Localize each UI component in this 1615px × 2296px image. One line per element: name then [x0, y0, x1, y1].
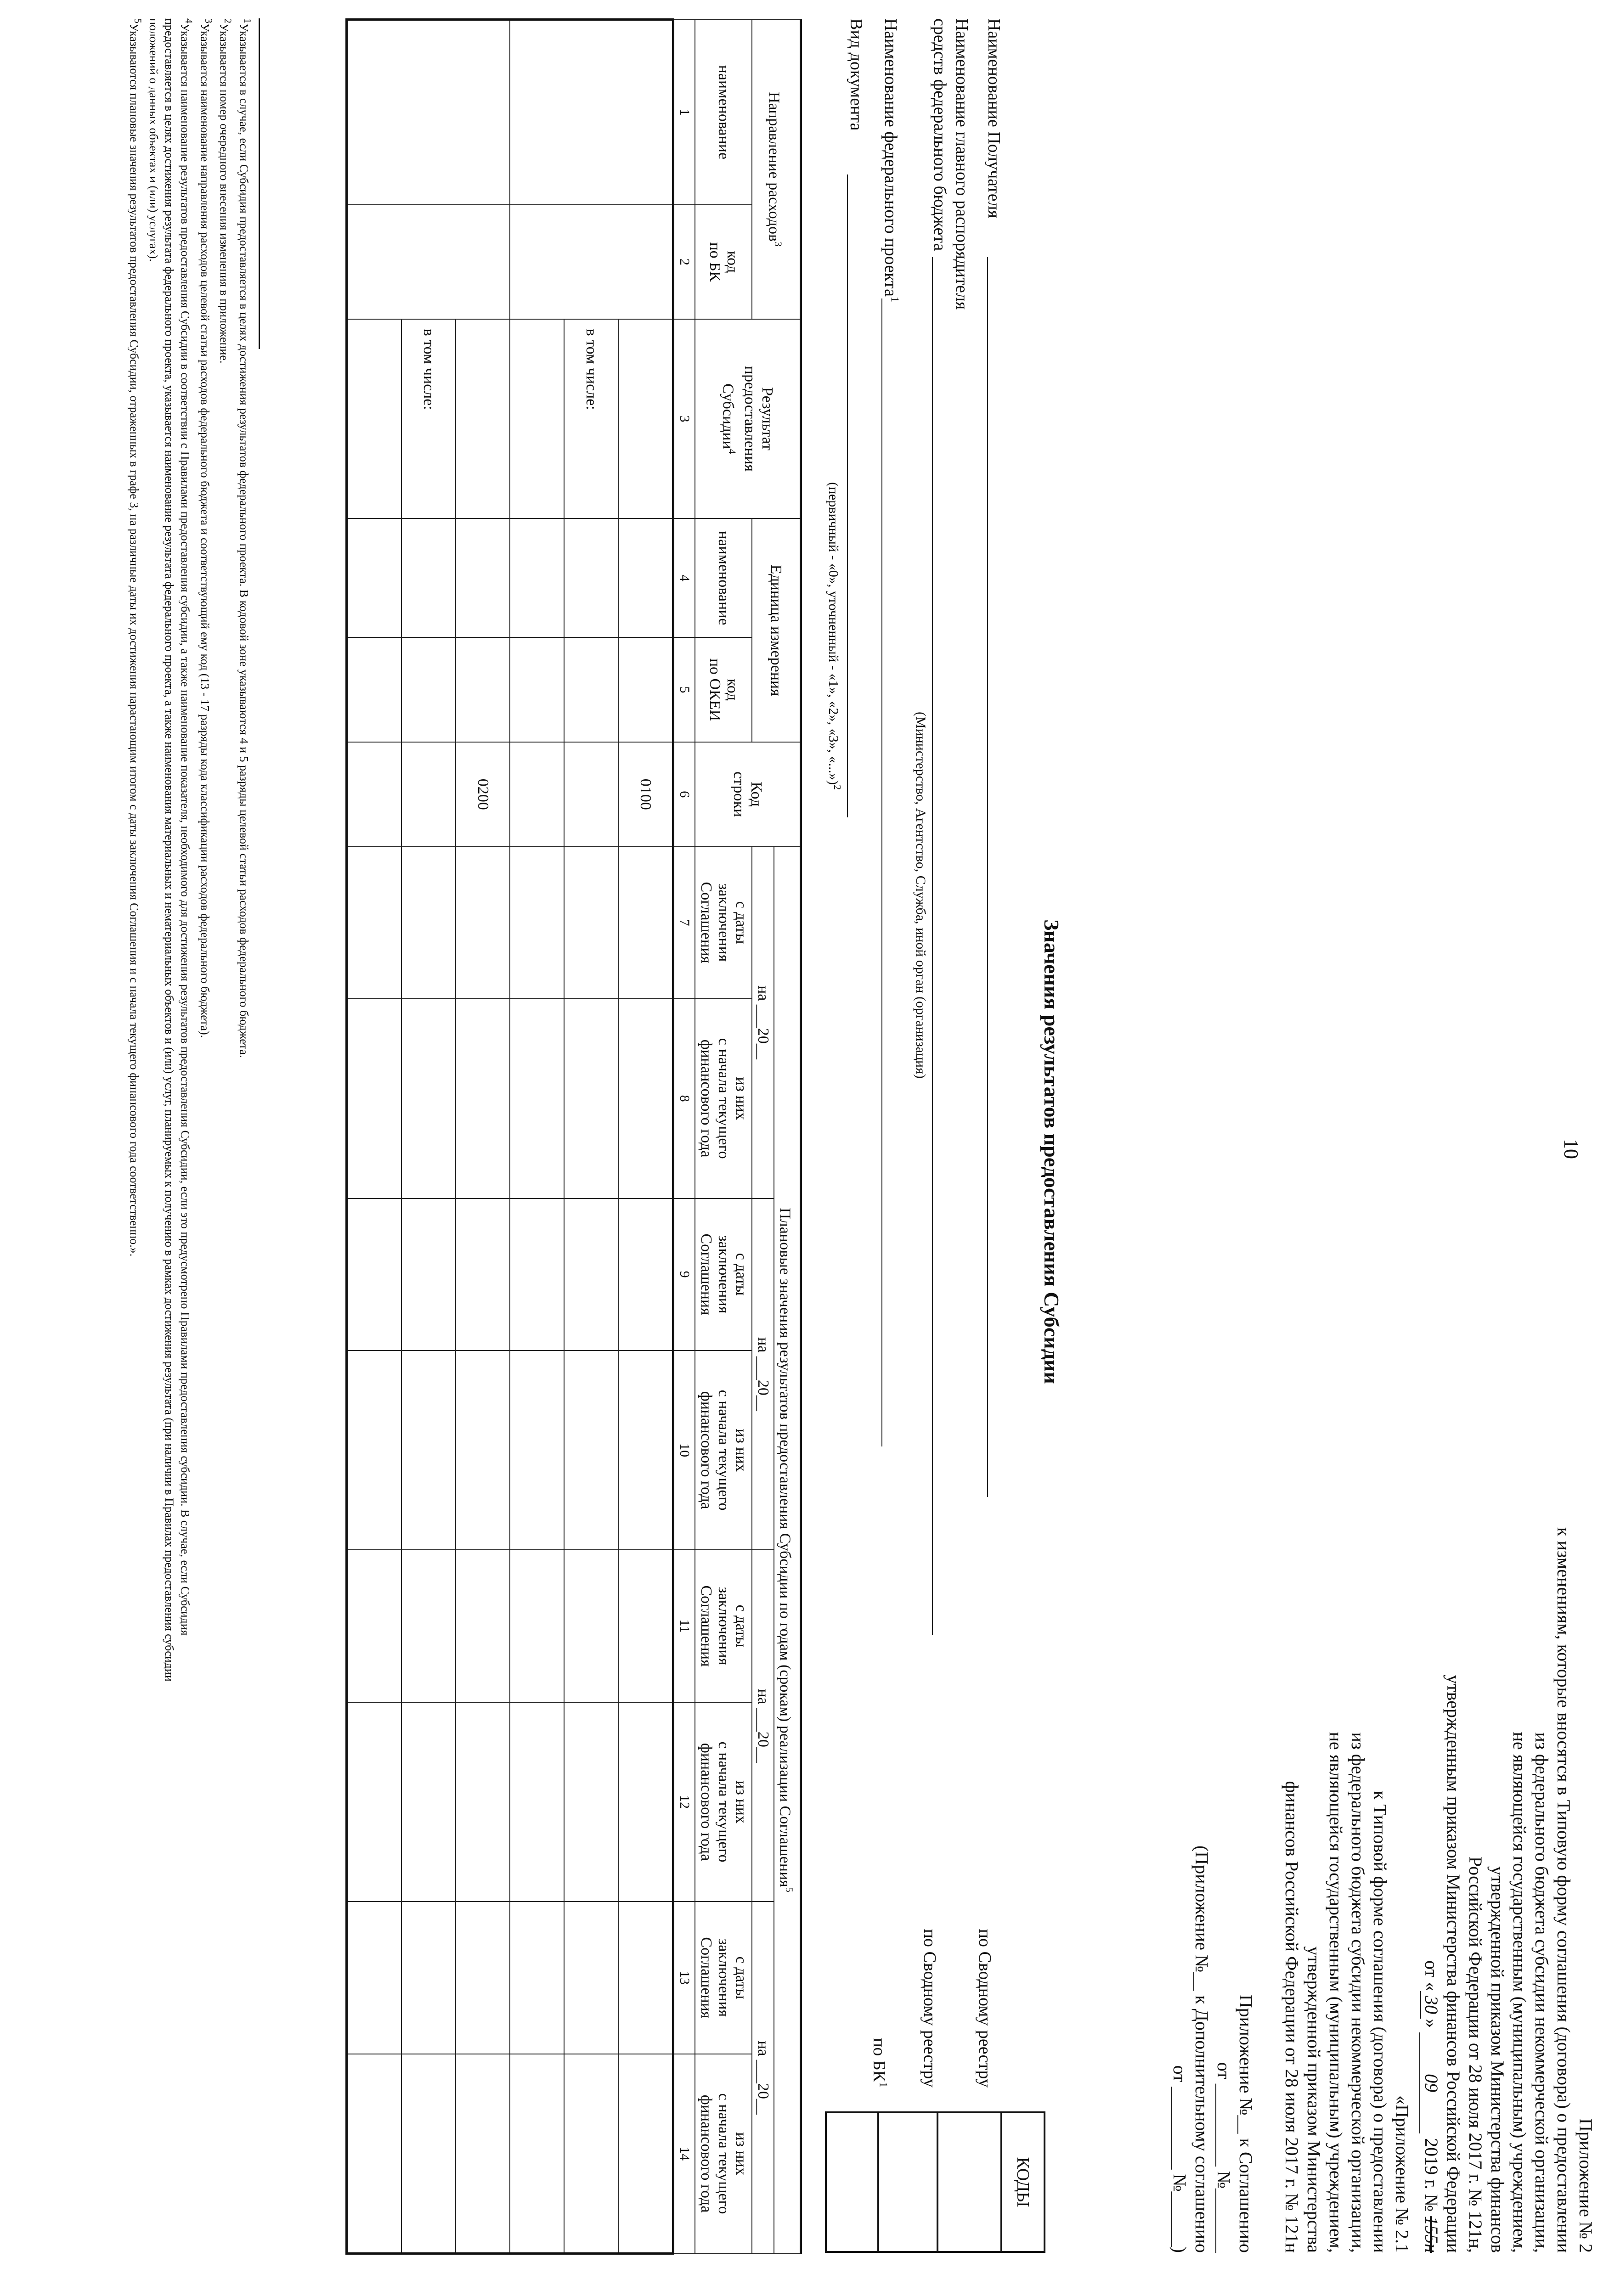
cell-okei[interactable] [564, 637, 618, 742]
col-number: 11 [673, 1550, 695, 1702]
annex-block [1281, 1380, 1413, 2253]
th-row-code: Код строки [695, 742, 801, 847]
cell-value[interactable] [618, 999, 673, 1199]
col-number: 14 [673, 2054, 695, 2254]
footnotes [126, 18, 255, 2268]
page-title: Значения результатов предоставления Субсидии [1040, 919, 1063, 1384]
code-cell-registry-2 [878, 2112, 937, 2252]
cell-value[interactable] [618, 1902, 673, 2054]
cell-value[interactable] [456, 1902, 510, 2054]
col-number: 10 [673, 1351, 695, 1550]
cell-value[interactable] [401, 1199, 456, 1351]
th-from-year: из них с начала текущего финансового года [695, 1351, 752, 1550]
col-number: 13 [673, 1902, 695, 2054]
project-field[interactable] [881, 298, 901, 1446]
header-line: к изменениям, которые вносятся в Типовую форму соглашения (договора) о предоставлении [1553, 1527, 1574, 2253]
footnote-continuation: предоставляется в целях достижения результата федерального проекта, указывается наименование результата федерального проекта, а также наименования материальных и нематериальных объектов и (или) услуг, планируемых к получению в рамках достижения результата (при наличии в Правилах предоставления субсидии [163, 18, 176, 1682]
col-number: 9 [673, 1199, 695, 1351]
header-block [1419, 1380, 1597, 2253]
table-row [510, 20, 564, 2254]
doc-type-field[interactable] [847, 174, 866, 817]
cell-value[interactable] [456, 1199, 510, 1351]
cell-okei[interactable] [401, 637, 456, 742]
cell-value[interactable] [510, 1199, 564, 1351]
cell-result[interactable] [346, 319, 401, 519]
col-number: 3 [673, 319, 695, 519]
cell-value[interactable] [346, 2054, 401, 2254]
table-row [401, 20, 456, 2254]
cell-row-code[interactable] [510, 742, 564, 847]
code-cell-bk [826, 2112, 878, 2252]
cell-value[interactable] [346, 1199, 401, 1351]
cell-value[interactable] [564, 1199, 618, 1351]
cell-value[interactable] [346, 1902, 401, 2054]
gr-field[interactable] [932, 257, 951, 1635]
th-bk-code: код по БК [695, 205, 752, 319]
annex-line: финансов Российской Федерации от 28 июля 2017 г. № 121н [1282, 1781, 1302, 2253]
cell-direction-name[interactable] [510, 20, 673, 205]
code-cell-registry-1 [937, 2112, 1001, 2252]
cell-value[interactable] [510, 1550, 564, 1702]
col-number: 8 [673, 999, 695, 1199]
cell-direction-name[interactable] [346, 20, 510, 205]
cell-value[interactable] [401, 1702, 456, 1902]
cell-bk-code[interactable] [510, 205, 673, 319]
registry-label-2: по Сводному реестру [920, 1929, 939, 2088]
th-result: Результат предоставления Субсидии$^4$ [695, 319, 801, 519]
th-from-date: с даты заключения Соглашения [695, 1902, 752, 2054]
col-number: 7 [673, 847, 695, 999]
page-number: 10 [1560, 1139, 1582, 1159]
th-okei: код по ОКЕИ [695, 637, 752, 742]
header-line: утвержденной приказом Министерства финансов [1487, 1866, 1508, 2253]
th-from-date: с даты заключения Соглашения [695, 1550, 752, 1702]
cell-value[interactable] [564, 1702, 618, 1902]
cell-result[interactable] [456, 319, 510, 519]
gr-hint: (Министерство, Агентство, Служба, иной орган (организация) [913, 712, 928, 1079]
table-row [346, 20, 401, 2254]
cell-value[interactable] [401, 847, 456, 999]
cell-value[interactable] [346, 1351, 401, 1550]
gr-label-1: Наименование главного распорядителя [952, 18, 971, 310]
cell-value[interactable] [456, 1351, 510, 1550]
cell-value[interactable] [510, 2054, 564, 2254]
cell-value[interactable] [564, 1550, 618, 1702]
header-line: не являющейся государственным (муниципальным) учреждением, [1509, 1732, 1530, 2253]
cell-value[interactable] [401, 999, 456, 1199]
cell-value[interactable] [618, 1199, 673, 1351]
agreement-line: (Приложение №__ к Дополнительному соглашению [1191, 1845, 1212, 2253]
cell-unit[interactable] [618, 518, 673, 637]
cell-value[interactable] [618, 1351, 673, 1550]
cell-okei[interactable] [510, 637, 564, 742]
agreement-line: Приложение №__ к Соглашению [1236, 1994, 1256, 2253]
header-date-line: от «30» 09 2019 г. № 155н [1419, 1380, 1442, 2253]
cell-value[interactable] [510, 847, 564, 999]
cell-value[interactable] [618, 2054, 673, 2254]
cell-in-that-number: в том числе: [401, 319, 456, 519]
cell-value[interactable] [456, 847, 510, 999]
footnote: $^3$Указывается наименование направления расходов целевой статьи расходов федерального бюджета и соответствующий ему код (13 - 17 разряды кода классификации расходов федерального бюджета). [198, 18, 214, 1038]
cell-value[interactable] [401, 1550, 456, 1702]
th-direction: Направление расходов$^3$ [752, 20, 801, 319]
footnote-continuation: положений о данных объектах и (или) услугах). [147, 18, 161, 262]
bk-label: по $БК^1$ [870, 2037, 889, 2088]
table-row [618, 20, 673, 2254]
header-line: Приложение № 2 [1575, 2118, 1596, 2253]
cell-unit[interactable] [401, 518, 456, 637]
cell-value[interactable] [510, 1902, 564, 2054]
footnote: $^5$Указываются плановые значения результатов предоставления Субсидии, отраженных в графе 3, на различные даты их достижения нарастающим итогом с даты заключения Соглашения и с начала текущего финансового года соответственно.». [127, 18, 144, 1257]
th-from-date: с даты заключения Соглашения [695, 847, 752, 999]
footnote: $^1$Указывается в случае, если Субсидия предоставляется в целях достижения результатов федерального проекта. В кодовой зоне указываются 4 и 5 разряды целевой статьи расходов федерального бюджета. [237, 18, 253, 1058]
col-number: 1 [673, 20, 695, 205]
cell-value[interactable] [618, 1550, 673, 1702]
cell-value[interactable] [456, 1550, 510, 1702]
th-from-year: из них с начала текущего финансового года [695, 2054, 752, 2254]
cell-value[interactable] [564, 2054, 618, 2254]
agreement-line: от _________ №_______ [1214, 2062, 1234, 2253]
annex-line: утвержденной приказом Министерства [1304, 1946, 1324, 2253]
cell-unit[interactable] [510, 518, 564, 637]
annex-line: к Типовой форме соглашения (договора) о предоставлении [1370, 1790, 1390, 2253]
cell-unit[interactable] [564, 518, 618, 637]
th-year: на ___20__ [752, 1199, 774, 1550]
results-table [345, 18, 802, 2255]
cell-okei[interactable] [346, 637, 401, 742]
cell-value[interactable] [401, 2054, 456, 2254]
cell-value[interactable] [564, 1351, 618, 1550]
registry-label-1: по Сводному реестру [975, 1929, 994, 2088]
th-year: на ___20__ [752, 847, 774, 1199]
cell-value[interactable] [456, 2054, 510, 2254]
table-row [564, 20, 618, 2254]
recipient-field[interactable] [987, 257, 1006, 1497]
agreement-block [1169, 1380, 1257, 2253]
footnote: $^4$Указывается наименование результатов предоставления Субсидии в соответствии с Правилами предоставления субсидии, а также наименование показателя, необходимого для достижения результатов предоставления Субсидии, если это предусмотрено Правилами предоставления субсидии. В случае, если Субсидия [178, 18, 195, 1636]
th-from-year: из них с начала текущего финансового года [695, 999, 752, 1199]
cell-row-code: 0100 [618, 742, 673, 847]
annex-line: из федерального бюджета субсидии некоммерческой организации, [1348, 1732, 1368, 2253]
cell-value[interactable] [401, 1351, 456, 1550]
col-number: 5 [673, 637, 695, 742]
cell-value[interactable] [564, 847, 618, 999]
project-label: Наименование федерального проекта$^1$ [881, 18, 901, 302]
gr-label-2: средств федерального бюджета [930, 18, 949, 251]
order-number: 155н [1421, 2216, 1442, 2253]
cell-okei[interactable] [618, 637, 673, 742]
col-number: 2 [673, 205, 695, 319]
cell-value[interactable] [618, 1702, 673, 1902]
header-line: утвержденным приказом Министерства финансов Российской Федерации [1443, 1675, 1464, 2253]
cell-value[interactable] [346, 1702, 401, 1902]
col-number: 4 [673, 518, 695, 637]
cell-bk-code[interactable] [346, 205, 510, 319]
footnote-divider [259, 18, 260, 349]
th-year: на ___20__ [752, 1902, 774, 2253]
cell-value[interactable] [510, 1702, 564, 1902]
cell-value[interactable] [346, 1550, 401, 1702]
th-unit-name: наименование [695, 518, 752, 637]
doc-type-hint: (первичный - «0», уточненный - «1», «2», «3», «...»)$^2$ [826, 482, 843, 790]
th-year: на ___20__ [752, 1550, 774, 1902]
table-row [456, 20, 510, 2254]
cell-value[interactable] [510, 1351, 564, 1550]
cell-row-code[interactable] [564, 742, 618, 847]
th-from-date: с даты заключения Соглашения [695, 1199, 752, 1351]
cell-result[interactable] [510, 319, 564, 519]
doc-type-label: Вид документа [847, 18, 866, 131]
cell-value[interactable] [456, 1702, 510, 1902]
annex-line: «Приложение № 2.1 [1392, 2095, 1412, 2253]
codes-box [825, 2111, 1045, 2253]
th-from-year: из них с начала текущего финансового года [695, 1702, 752, 1902]
col-number: 12 [673, 1702, 695, 1902]
cell-unit[interactable] [346, 518, 401, 637]
cell-value[interactable] [456, 999, 510, 1199]
cell-row-code[interactable] [401, 742, 456, 847]
footnote: $^2$Указывается номер очередного внесения изменения в приложение. [217, 18, 234, 364]
cell-unit[interactable] [456, 518, 510, 637]
cell-value[interactable] [346, 999, 401, 1199]
cell-row-code[interactable] [346, 742, 401, 847]
cell-value[interactable] [618, 847, 673, 999]
cell-row-code: 0200 [456, 742, 510, 847]
annex-line: не являющейся государственным (муниципальным) учреждением, [1326, 1732, 1346, 2253]
th-name: наименование [695, 20, 752, 205]
recipient-label: Наименование Получателя [984, 18, 1004, 219]
header-line: Российской Федерации от 28 июля 2017 г. № 121н, [1465, 1856, 1486, 2253]
cell-value[interactable] [346, 847, 401, 999]
col-number: 6 [673, 742, 695, 847]
cell-value[interactable] [401, 1902, 456, 2054]
agreement-line: от _________ №______) [1169, 2065, 1190, 2253]
cell-result[interactable] [618, 319, 673, 519]
date-day: 30 [1420, 1991, 1442, 2019]
th-plan: Плановые значения результатов предоставления Субсидии по годам (срокам) реализации Соглашения$^5$ [774, 847, 801, 2254]
cell-in-that-number: в том числе: [564, 319, 618, 519]
cell-value[interactable] [510, 999, 564, 1199]
codes-header: КОДЫ [1001, 2112, 1045, 2252]
header-line: из федерального бюджета субсидии некоммерческой организации, [1531, 1732, 1552, 2253]
cell-value[interactable] [564, 999, 618, 1199]
date-month: 09 [1419, 2032, 1442, 2133]
cell-okei[interactable] [456, 637, 510, 742]
th-unit: Единица измерения [752, 518, 801, 742]
cell-value[interactable] [564, 1902, 618, 2054]
